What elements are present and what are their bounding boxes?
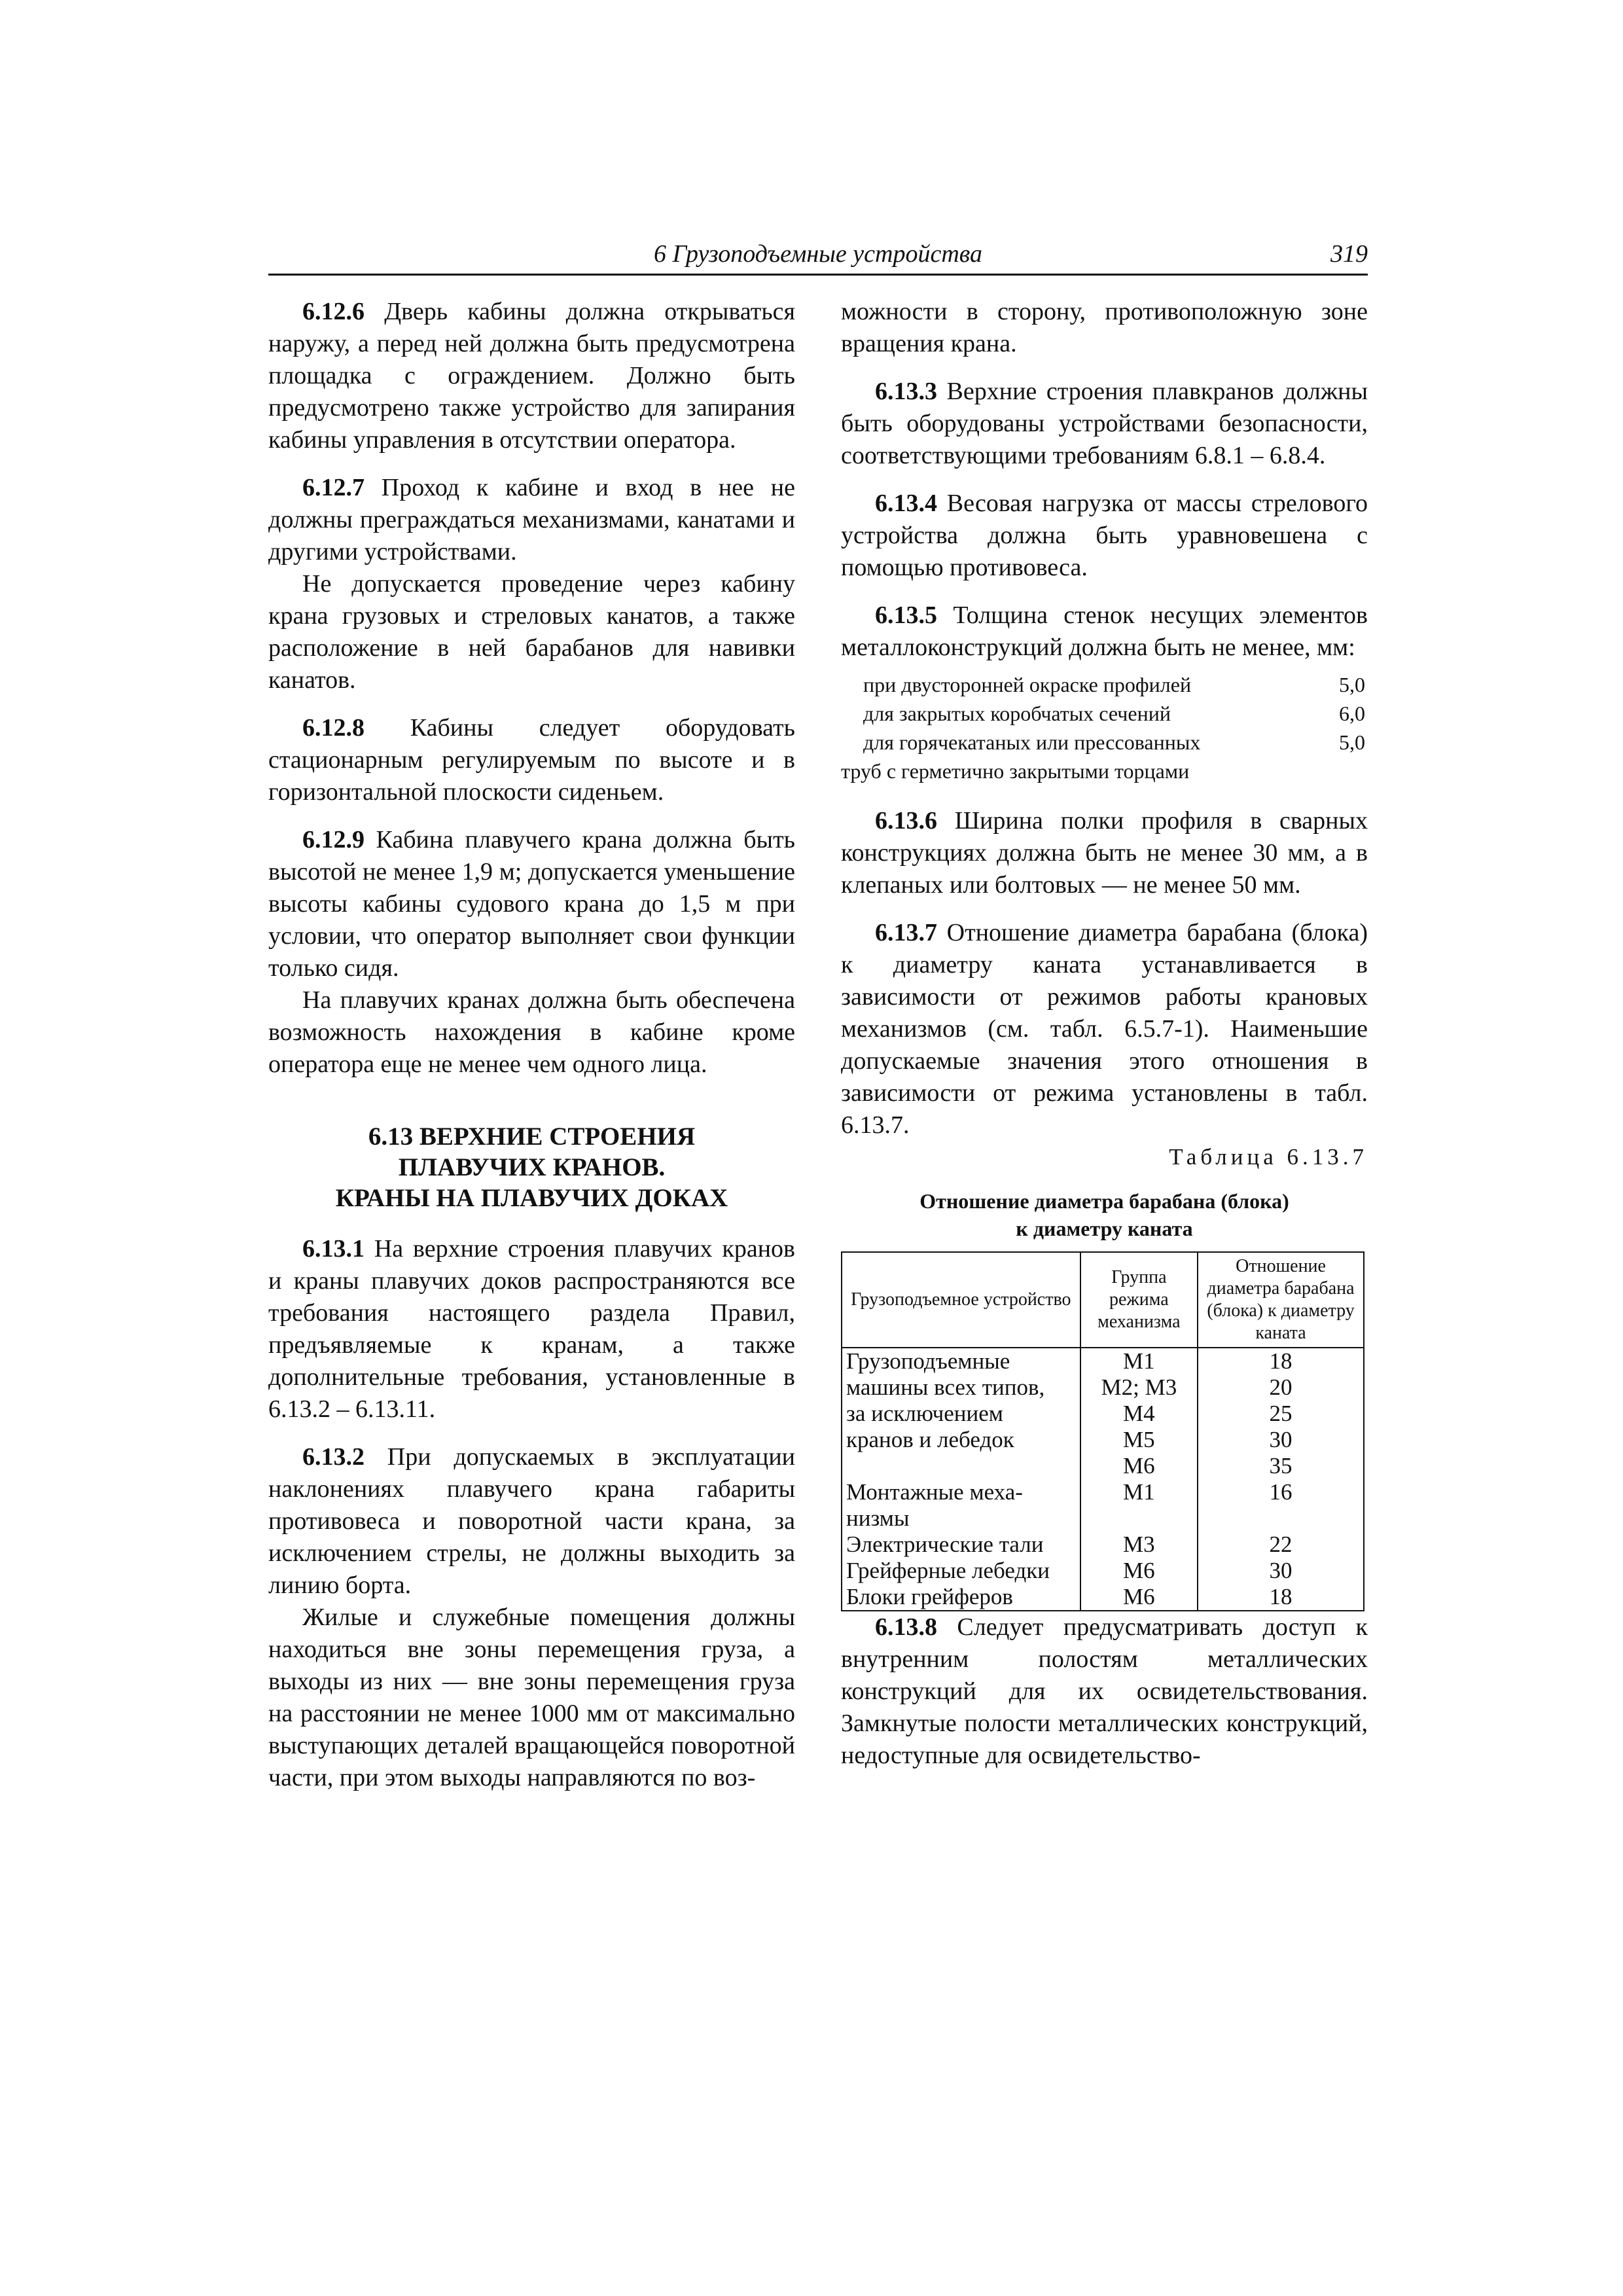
device-cell — [842, 1453, 1080, 1479]
device-cell: Грузоподъемные — [842, 1348, 1080, 1374]
paragraph-6-13-8 — [841, 1611, 1368, 1772]
device-cell: Электрические тали — [842, 1532, 1080, 1558]
thickness-item — [841, 670, 1368, 699]
paragraph-text: Кабины следует оборудовать стационарным регулируемым по высоте и в горизонтальной плоскости сиденьем. — [268, 714, 795, 806]
paragraph-number: 6.13.2 — [302, 1443, 365, 1471]
paragraph-number: 6.12.8 — [302, 714, 365, 742]
table-title — [841, 1187, 1368, 1242]
table-row — [842, 1348, 1364, 1374]
ratio-cell: 30 — [1198, 1558, 1364, 1584]
paragraph-6-13-2-continued: Жилые и служебные помещения должны находиться вне зоны перемещения груза, а выходы из них — вне зоны перемещения груза на расстоянии не менее 1000 мм от максимально выступающих деталей вращающейся поворотной части, при этом выходы направляются по воз- — [268, 1604, 795, 1791]
paragraph-6-12-7 — [268, 472, 795, 568]
table-row — [842, 1505, 1364, 1532]
table-row — [842, 1558, 1364, 1584]
device-cell: низмы — [842, 1505, 1080, 1532]
thickness-value: 6,0 — [1339, 702, 1365, 725]
group-cell: М1 — [1080, 1479, 1198, 1505]
device-cell: кранов и лебедок — [842, 1427, 1080, 1453]
thickness-label: для горячекатаных или прессованных — [863, 730, 1201, 754]
paragraph-text: На верхние строения плавучих кранов и краны плавучих доков распространяются все требования настоящего раздела Правил, предъявляемые к кранам, а также дополнительные требования, установленные в 6.13.2 – 6.13.11. — [268, 1235, 795, 1423]
paragraph-number: 6.13.4 — [875, 490, 937, 517]
paragraph-number: 6.12.7 — [302, 474, 365, 501]
table-body — [842, 1348, 1364, 1611]
paragraph-text: При допускаемых в эксплуатации наклонениях плавучего крана габариты противовеса и поворотной части крана, за исключением стрелы, не должны выходить за линию борта. — [268, 1443, 795, 1599]
paragraph-text: Ширина полки профиля в сварных конструкциях должна быть не менее 30 мм, а в клепаных или болтовых — не менее 50 мм. — [841, 807, 1368, 899]
group-cell: М3 — [1080, 1532, 1198, 1558]
paragraph-6-12-8 — [268, 712, 795, 808]
page-number: 319 — [1330, 240, 1368, 268]
paragraph-text: Кабина плавучего крана должна быть высотой не менее 1,9 м; допускается уменьшение высоты кабины судового крана до 1,5 м при условии, что оператор выполняет свои функции только сидя. — [268, 826, 795, 982]
table-header: Грузоподъемное устройство — [842, 1252, 1080, 1348]
table-row — [842, 1374, 1364, 1401]
device-cell: машины всех типов, — [842, 1374, 1080, 1401]
group-cell: М2; М3 — [1080, 1374, 1198, 1401]
thickness-item — [841, 728, 1368, 757]
paragraph-6-12-6 — [268, 296, 795, 456]
paragraph-6-12-7-continued: Не допускается проведение через кабину крана грузовых и стреловых канатов, а также расположение в ней барабанов для навивки канатов. — [268, 570, 795, 694]
paragraph-number: 6.13.5 — [875, 601, 937, 629]
paragraph-6-13-1 — [268, 1233, 795, 1426]
paragraph-6-12-9 — [268, 824, 795, 984]
paragraph-6-13-5 — [841, 600, 1368, 664]
ratio-cell — [1198, 1505, 1364, 1532]
table-header-row — [842, 1252, 1364, 1348]
table-row — [842, 1427, 1364, 1453]
thickness-label: для закрытых коробчатых сечений — [863, 702, 1171, 725]
paragraph-text: Следует предусматривать доступ к внутренним полостям металлических конструкций для их освидетельствования. Замкнутые полости металлических конструкций, недоступные для освидетельство- — [841, 1613, 1368, 1769]
paragraph-6-13-7 — [841, 917, 1368, 1141]
paragraph-6-12-9-continued: На плавучих кранах должна быть обеспечена возможность нахождения в кабине кроме оператора еще не менее чем одного лица. — [268, 986, 795, 1078]
ratio-cell: 25 — [1198, 1401, 1364, 1427]
ratio-cell: 18 — [1198, 1584, 1364, 1611]
paragraph-6-13-3 — [841, 376, 1368, 472]
paragraph-text: Весовая нагрузка от массы стрелового устройства должна быть уравновешена с помощью противовеса. — [841, 490, 1368, 581]
paragraph-number: 6.13.3 — [875, 378, 937, 405]
paragraph-number: 6.13.8 — [875, 1613, 937, 1641]
device-cell: Монтажные меха- — [842, 1479, 1080, 1505]
running-title: 6 Грузоподъемные устройства — [653, 240, 983, 268]
ratio-cell: 35 — [1198, 1453, 1364, 1479]
section-heading-line: ПЛАВУЧИХ КРАНОВ. — [398, 1153, 666, 1181]
ratio-cell: 18 — [1198, 1348, 1364, 1374]
thickness-item — [841, 699, 1368, 728]
group-cell: М4 — [1080, 1401, 1198, 1427]
device-cell: за исключением — [842, 1401, 1080, 1427]
table-row — [842, 1479, 1364, 1505]
ratio-cell: 22 — [1198, 1532, 1364, 1558]
ratio-table — [841, 1251, 1364, 1611]
table-title-line: к диаметру каната — [1016, 1217, 1193, 1240]
ratio-cell: 30 — [1198, 1427, 1364, 1453]
paragraph-number: 6.12.9 — [302, 826, 365, 853]
paragraph-text: Отношение диаметра барабана (блока) к диаметру каната устанавливается в зависимости от режимов работы крановых механизмов (см. табл. 6.5.7-1). Наименьшие допускаемые значения этого отношения в зависимости от режима установлены в табл. 6.13.7. — [841, 919, 1368, 1139]
paragraph-6-13-4 — [841, 488, 1368, 584]
section-heading-line: КРАНЫ НА ПЛАВУЧИХ ДОКАХ — [335, 1184, 728, 1212]
paragraph-number: 6.13.7 — [875, 919, 937, 946]
thickness-label: при двусторонней окраске профилей — [863, 673, 1192, 696]
paragraph-text: Верхние строения плавкранов должны быть оборудованы устройствами безопасности, соответствующими требованиям 6.8.1 – 6.8.4. — [841, 378, 1368, 469]
paragraph-text: Толщина стенок несущих элементов металлоконструкций должна быть не менее, мм: — [841, 601, 1368, 661]
page-header — [268, 237, 1368, 276]
table-row — [842, 1453, 1364, 1479]
thickness-value: 5,0 — [1339, 730, 1365, 754]
left-column — [268, 296, 795, 1810]
table-row — [842, 1532, 1364, 1558]
table-row — [842, 1584, 1364, 1611]
paragraph-continuation: можности в сторону, противоположную зоне вращения крана. — [841, 298, 1368, 357]
table-header: Группа режима механизма — [1080, 1252, 1198, 1348]
paragraph-6-13-6 — [841, 805, 1368, 901]
table-label: Таблица 6.13.7 — [1169, 1144, 1368, 1170]
group-cell — [1080, 1505, 1198, 1532]
table-title-line: Отношение диаметра барабана (блока) — [919, 1189, 1289, 1213]
paragraph-number: 6.12.6 — [302, 298, 365, 325]
thickness-value: 5,0 — [1339, 673, 1365, 696]
paragraph-text: Дверь кабины должна открываться наружу, а перед ней должна быть предусмотрена площадка с ограждением. Должно быть предусмотрено также устройство для запирания кабины управления в отсутствии оператора. — [268, 298, 795, 454]
thickness-label-continuation: труб с герметично закрытыми торцами — [841, 759, 1190, 783]
section-heading — [268, 1121, 795, 1213]
group-cell: М5 — [1080, 1427, 1198, 1453]
ratio-cell: 16 — [1198, 1479, 1364, 1505]
group-cell: М6 — [1080, 1584, 1198, 1611]
thickness-list — [841, 670, 1368, 785]
group-cell: М6 — [1080, 1558, 1198, 1584]
right-column — [841, 296, 1368, 1787]
paragraph-number: 6.13.1 — [302, 1235, 365, 1263]
group-cell: М1 — [1080, 1348, 1198, 1374]
device-cell: Грейферные лебедки — [842, 1558, 1080, 1584]
section-heading-line: 6.13 ВЕРХНИЕ СТРОЕНИЯ — [368, 1122, 696, 1151]
paragraph-text: Проход к кабине и вход в нее не должны преграждаться механизмами, канатами и другими устройствами. — [268, 474, 795, 565]
group-cell: М6 — [1080, 1453, 1198, 1479]
table-header: Отношение диаметра барабана (блока) к диаметру каната — [1198, 1252, 1364, 1348]
ratio-cell: 20 — [1198, 1374, 1364, 1401]
paragraph-number: 6.13.6 — [875, 807, 937, 834]
table-row — [842, 1401, 1364, 1427]
device-cell: Блоки грейферов — [842, 1584, 1080, 1611]
paragraph-6-13-2 — [268, 1441, 795, 1602]
